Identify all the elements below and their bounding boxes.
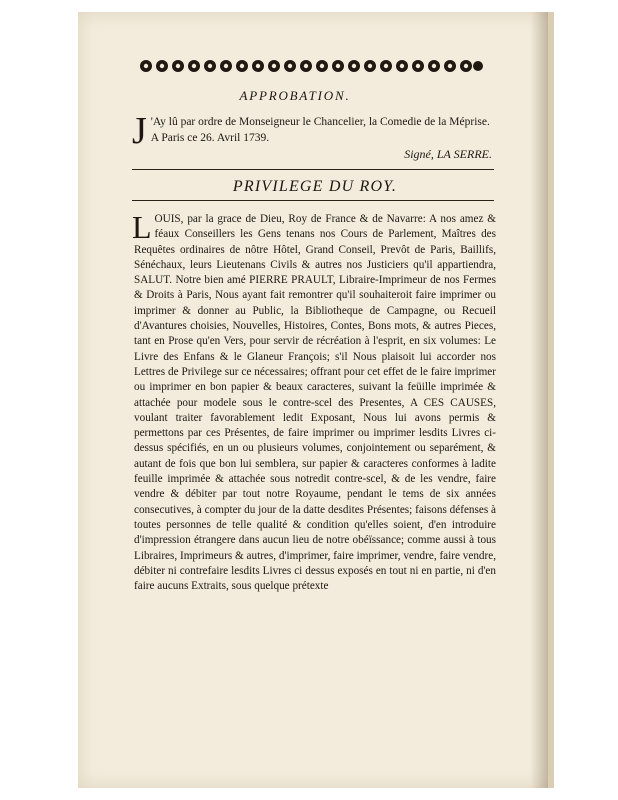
- ornamental-border: [138, 55, 484, 77]
- approbation-heading: APPROBATION.: [239, 88, 351, 103]
- section-divider-top: [132, 169, 494, 170]
- privilege-heading: PRIVILEGE DU ROY.: [232, 178, 398, 195]
- section-divider-bottom: [132, 200, 494, 201]
- privilege-dropcap: L: [132, 209, 152, 245]
- page-edge: [548, 12, 554, 788]
- privilege-text: OUIS, par la grace de Dieu, Roy de France & de Navarre: A nos amez & féaux Conseillers les Gens tenans nos Cours de Parlement, Maîtres des Requêtes ordinaires de nôtre Hôtel, Grand Conseil, Prevôt de Paris, Baillifs, Sénéchaux, leurs Lieutenans Civils & autres nos Justiciers qu'il appartiendra, SALUT. Notre bien amé PIERRE PRAULT, Libraire-Imprimeur de nos Fermes & Droits à Paris, Nous ayant fait remontrer qu'il souhaiteroit faire imprimer ou imprimer & donner au Public, la Bibliotheque de Campagne, ou Recueil d'Avantures choisies, Nouvelles, Histoires, Contes, Bons mots, & autres Pieces, tant en Prose qu'en Vers, pour servir de récréation à l'esprit, en six volumes: Le Livre des Enfans & le Glaneur François; s'il Nous plaisoit lui accorder nos Lettres de Privilege sur ce nécessaires; offrant pour cet effet de le faire imprimer ou imprimer en bon papier & beaux caracteres, suivant la feüille imprimée & attachée pour modele sous le contre-scel des Presentes, A CES CAUSES, voulant traiter favorablement ledit Exposant, Nous lui avons permis & permettons par ces Présentes, de faire imprimer ou imprimer lesdits Livres ci-dessus spécifiés, en un ou plusieurs volumes, conjointement ou separément, & autant de fois que bon lui semblera, sur papier & caracteres conformes à ladite feuille imprimée & attachée sous notredit contre-scel, & de les vendre, faire vendre & débiter par tout notre Royaume, pendant le tems de six années consecutives, à compter du jour de la datte desdites Présentes; faisons défenses à toutes personnes de telle qualité & condition qu'elles soient, d'en introduire d'impression étrangere dans aucun lieu de notre obéïssance; comme aussi à tous Libraires, Imprimeurs & autres, d'imprimer, faire imprimer, vendre, faire vendre, débiter ni contrefaire lesdits Livres ci dessus exposés en tout ni en partie, ni d'en faire aucuns Extraits, sous quelque prétexte: [134, 213, 496, 593]
- approbation-dropcap: J: [132, 110, 147, 152]
- approbation-signature: [262, 147, 492, 162]
- approbation-paragraph: [132, 110, 494, 152]
- privilege-paragraph: [132, 209, 496, 594]
- scan-margin-left: [0, 0, 78, 800]
- page-gutter-shadow: [530, 12, 548, 788]
- approbation-text: 'Ay lû par ordre de Monseigneur le Chancelier, la Comedie de la Méprise. A Paris ce 26. Avril 1739.: [150, 116, 490, 144]
- approbation-signed-line: Signé, LA SERRE.: [404, 147, 492, 161]
